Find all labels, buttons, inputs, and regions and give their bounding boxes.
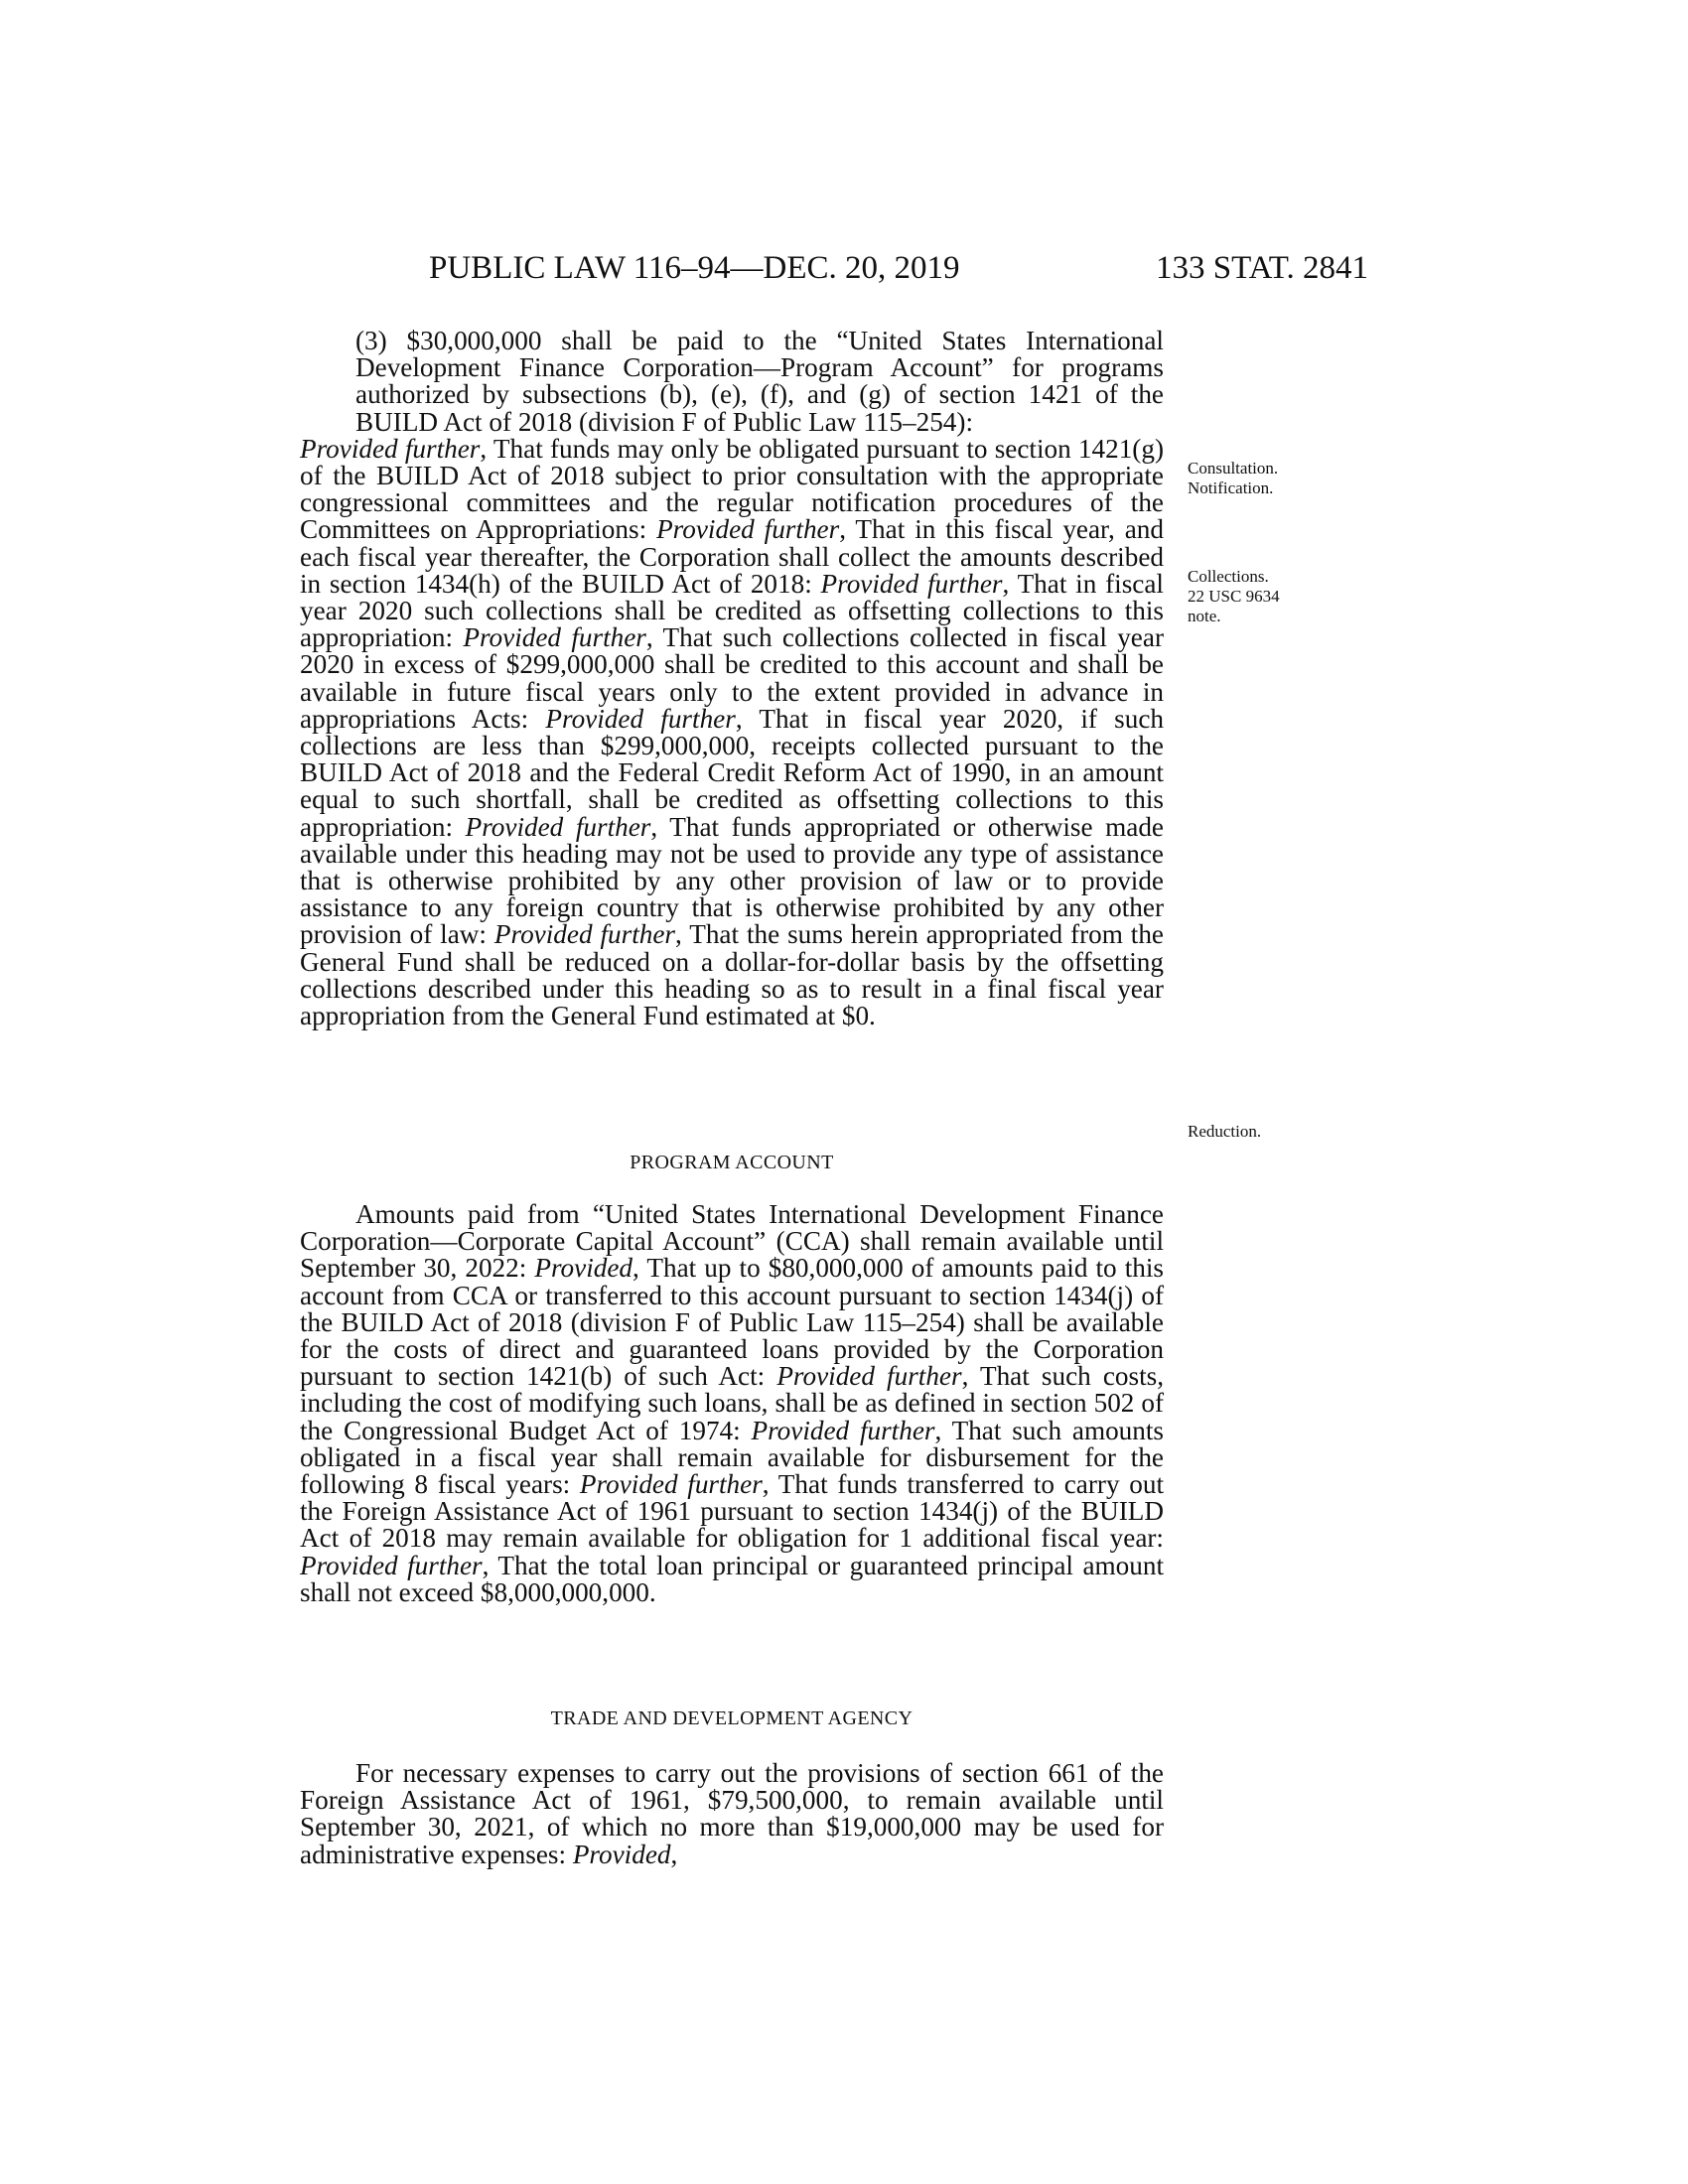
proviso-label: Provided further	[751, 1415, 935, 1445]
body-text: Amounts paid from “United States International Development Finance Corporation—Corporate Capital Account” (CCA) shall remain available until September 30, 2022:	[300, 1199, 1164, 1284]
proviso-text: , That the sums herein appropriated from the General Fund shall be reduced on a dollar-for-dollar basis by the offsetting collections described under this heading so as to result in a final fiscal year appropriation from the General Fund estimated at $0.	[300, 919, 1165, 1031]
margin-note-line: Notification.	[1188, 478, 1274, 497]
proviso-label: Provided further	[776, 1361, 962, 1392]
section-trade-development-agency	[300, 1760, 1164, 1868]
paragraph-tda	[300, 1760, 1164, 1868]
section-program-account	[300, 1201, 1164, 1606]
proviso-label: Provided	[572, 1839, 671, 1869]
proviso-text: , That in this fiscal year, and each fiscal year thereafter, the Corporation shall collect the amounts described in section 1434(h) of the BUILD Act of 2018:	[300, 514, 1164, 599]
proviso-label: Provided further	[545, 703, 736, 734]
proviso-text: , That such amounts obligated in a fiscal year shall remain available for disbursement for the following 8 fiscal years:	[300, 1415, 1165, 1500]
header-title: PUBLIC LAW 116–94—DEC. 20, 2019	[429, 250, 960, 286]
proviso-label: Provided further	[300, 433, 481, 464]
paragraph-item-3: (3) $30,000,000 shall be paid to the “United States International Development Finance Corporation—Program Account” for programs authorized by subsections (b), (e), (f), and (g) of section 1421 of the BUILD Act of 2018 (division F of Public Law 115–254):	[355, 326, 1164, 437]
paragraph-program-account	[300, 1201, 1164, 1606]
margin-note-collections	[1188, 567, 1327, 626]
proviso-text: , That up to $80,000,000 of amounts paid to this account from CCA or transferred to this account pursuant to section 1434(j) of the BUILD Act of 2018 (division F of Public Law 115–254) shall be available for the costs of direct and guaranteed loans provided by the Corporation pursuant to section 1421(b) of such Act:	[300, 1253, 1164, 1392]
proviso-text: , That in fiscal year 2020, if such collections are less than $299,000,000, receipts collected pursuant to the BUILD Act of 2018 and the Federal Credit Reform Act of 1990, in an amount equal to such shortfall, shall be credited as offsetting collections to this appropriation:	[300, 703, 1164, 842]
paragraph-provisos	[300, 433, 1165, 1031]
margin-note-line: note.	[1188, 607, 1221, 625]
proviso-text: , That such costs, including the cost of modifying such loans, shall be as defined in section 502 of the Congressional Budget Act of 1974:	[300, 1361, 1164, 1445]
proviso-label: Provided further	[656, 514, 840, 545]
proviso-label: Provided further	[465, 811, 651, 842]
running-header	[298, 250, 1368, 294]
margin-note-line: Reduction.	[1188, 1122, 1262, 1141]
heading-program-account: PROGRAM ACCOUNT	[630, 1152, 834, 1173]
proviso-text: , That funds may only be obligated pursuant to section 1421(g) of the BUILD Act of 2018 subject to prior consultation with the appropriate congressional committees and the regular notification procedures of the Committees on Appropriations:	[300, 433, 1165, 545]
proviso-label: Provided further	[463, 622, 646, 653]
margin-note-consultation	[1188, 459, 1327, 498]
proviso-text: , That funds appropriated or otherwise made available under this heading may not be used to provide any type of assistance that is otherwise prohibited by any other provision of law or to provide assistance to any foreign country that is otherwise prohibited by any other provision of law:	[300, 811, 1164, 950]
proviso-text: , That in fiscal year 2020 such collections shall be credited as offsetting collections to this appropriation:	[300, 568, 1164, 653]
margin-note-line: Consultation.	[1188, 459, 1279, 478]
proviso-text: , That the total loan principal or guaranteed principal amount shall not exceed $8,000,000,000.	[300, 1550, 1164, 1607]
proviso-label: Provided further	[820, 568, 1003, 599]
margin-note-reduction	[1188, 1122, 1327, 1142]
proviso-text: , That funds transferred to carry out the Foreign Assistance Act of 1961 pursuant to section 1434(j) of the BUILD Act of 2018 may remain available for obligation for 1 additional fiscal year:	[300, 1469, 1165, 1554]
proviso-text: ,	[670, 1839, 678, 1869]
proviso-text: , That such collections collected in fiscal year 2020 in excess of $299,000,000 shall be credited to this account and shall be available in future fiscal years only to the extent provided in advance in appropriations Acts:	[300, 622, 1164, 734]
proviso-label: Provided further	[300, 1550, 483, 1580]
margin-note-line: Collections.	[1188, 567, 1269, 586]
proviso-label: Provided	[534, 1253, 633, 1284]
page-number: 133 STAT. 2841	[1155, 250, 1368, 286]
proviso-label: Provided further	[579, 1469, 763, 1500]
heading-trade-development-agency: TRADE AND DEVELOPMENT AGENCY	[550, 1707, 914, 1729]
proviso-label: Provided further	[493, 919, 675, 950]
margin-note-line: 22 USC 9634	[1188, 587, 1280, 606]
section-program-account-funding	[300, 328, 1164, 1029]
body-text: For necessary expenses to carry out the provisions of section 661 of the Foreign Assistance Act of 1961, $79,500,000, to remain available until September 30, 2021, of which no more than $19,000,000 may be used for administrative expenses:	[300, 1758, 1164, 1869]
